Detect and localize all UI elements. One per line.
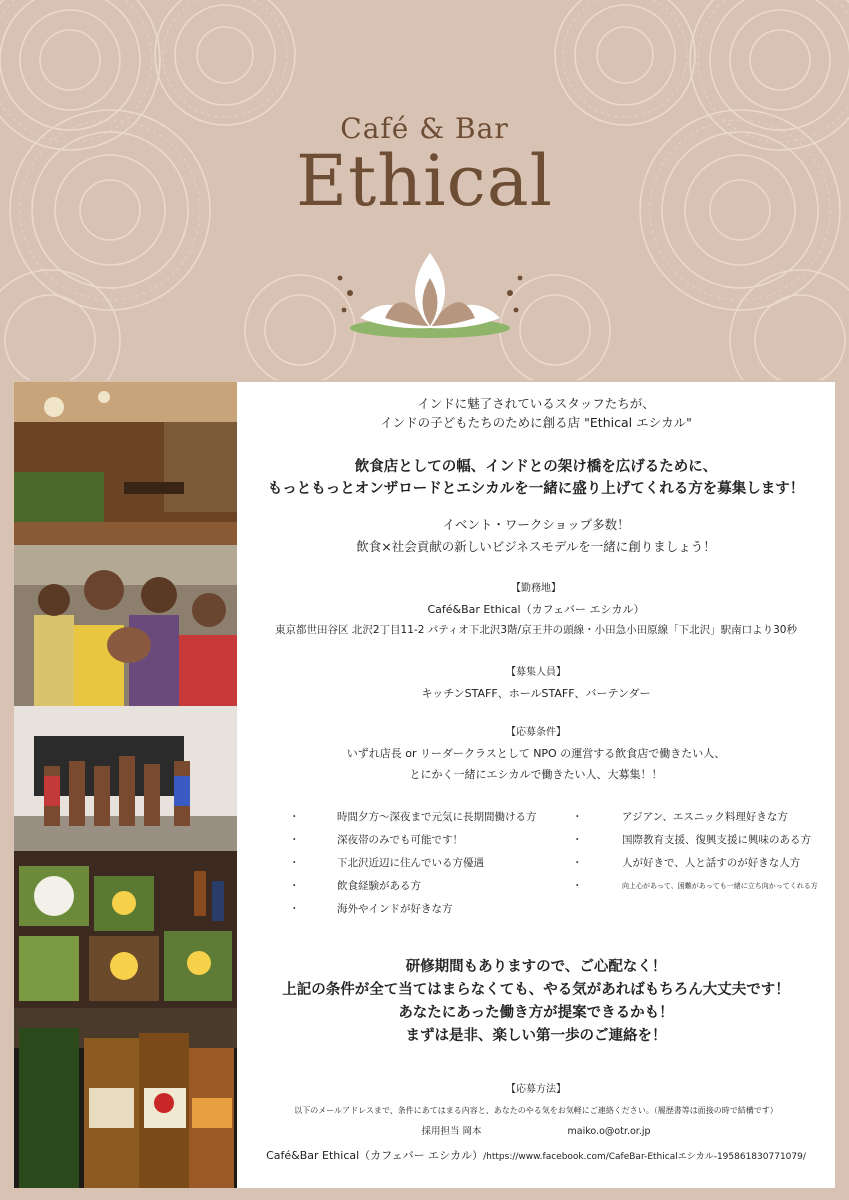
location-name: Café&Bar Ethical（カフェバー エシカル）: [427, 603, 645, 616]
intro-text: インドに魅了されているスタッフたちが、 インドの子どもたちのために創る店 "Ethical エシカル": [380, 396, 692, 430]
job-description-panel: [237, 382, 835, 1188]
location-address: 東京都世田谷区 北沢2丁目11-2 パティオ下北沢3階/京王井の頭線・小田急小田原線「下北沢」駅南口より30秒: [275, 624, 797, 636]
location-section: [237, 578, 835, 641]
list-item: ・ 海外やインドが好きな方: [289, 903, 453, 915]
list-item: ・ 人が好きで、人と話すのが好きな人方: [572, 857, 801, 869]
apply-text: 以下のメールアドレスまで、条件にあてはまる内容と、あなたのやる気をお気軽にご連絡ください。（履歴書等は面接の時で結構です）: [294, 1106, 778, 1115]
logo-title: Ethical: [295, 140, 554, 222]
positions-title: 【募集人員】: [506, 667, 566, 678]
photo-strip: [14, 382, 237, 1188]
cafe-interior-photo: [14, 382, 237, 545]
list-item: ・ アジアン、エスニック料理好きな方: [572, 811, 788, 823]
requirements-right: [572, 806, 832, 898]
location-title: 【勤務地】: [511, 583, 561, 594]
requirements-left: [289, 806, 559, 921]
apply-title: 【応募方法】: [506, 1084, 566, 1095]
conditions-title: 【応募条件】: [506, 727, 566, 738]
classroom-photo: [14, 706, 237, 851]
positions-text: キッチンSTAFF、ホールSTAFF、バーテンダー: [421, 687, 651, 700]
contact-person: 採用担当 岡本: [421, 1126, 482, 1137]
facebook-link[interactable]: /https://www.facebook.com/CafeBar-Ethicalエシカル-195861830771079/: [483, 1152, 806, 1162]
positions-section: [237, 662, 835, 704]
conditions-section: 【応募条件】 いずれ店長 or リーダークラスとして NPO の運営する飲食店で働きたい人、 とにかく一緒にエシカルで働きたい人、大募集！！: [237, 722, 835, 785]
closing-message: 研修期間もありますので、ご心配なく！ 上記の条件が全て当てはまらなくても、やる気があればもちろん大丈夫です！ あなたにあった働き方が提案できるかも！ まずは是非、楽しい第一歩のご連絡を！: [282, 959, 790, 1044]
contact-email-link[interactable]: maiko.o@otr.or.jp: [567, 1126, 651, 1137]
lotus-logo-icon: [330, 248, 530, 338]
list-item: ・ 国際教育支援、復興支援に興味のある方: [572, 834, 811, 846]
logo-subtitle: Café & Bar: [340, 112, 509, 145]
requirements-list: [237, 806, 835, 916]
contact-row: [237, 1121, 835, 1142]
children-photo: [14, 545, 237, 706]
list-item: ・ 深夜帯のみでも可能です！: [289, 834, 463, 846]
events-text: イベント・ワークショップ多数！ 飲食×社会貢献の新しいビジネスモデルを一緒に創りましょう！: [356, 517, 716, 554]
beer-bottles-photo: [14, 1008, 237, 1188]
list-item: ・ 向上心があって、困難があっても一緒に立ち向かってくれる方: [572, 880, 818, 892]
list-item: ・ 時間夕方～深夜まで元気に長期間働ける方: [289, 811, 537, 823]
food-photo: [14, 851, 237, 1008]
footer-shop-name: Café&Bar Ethical（カフェバー エシカル）: [266, 1149, 484, 1162]
apply-section: [237, 1079, 835, 1142]
list-item: ・ 飲食経験がある方: [289, 880, 421, 892]
headline: 飲食店としての幅、インドとの架け橋を広げるために、 もっともっとオンザロードとエシカルを一緒に盛り上げてくれる方を募集します！: [267, 459, 805, 497]
footer: [237, 1147, 835, 1163]
list-item: ・ 下北沢近辺に住んでいる方優遇: [289, 857, 484, 869]
